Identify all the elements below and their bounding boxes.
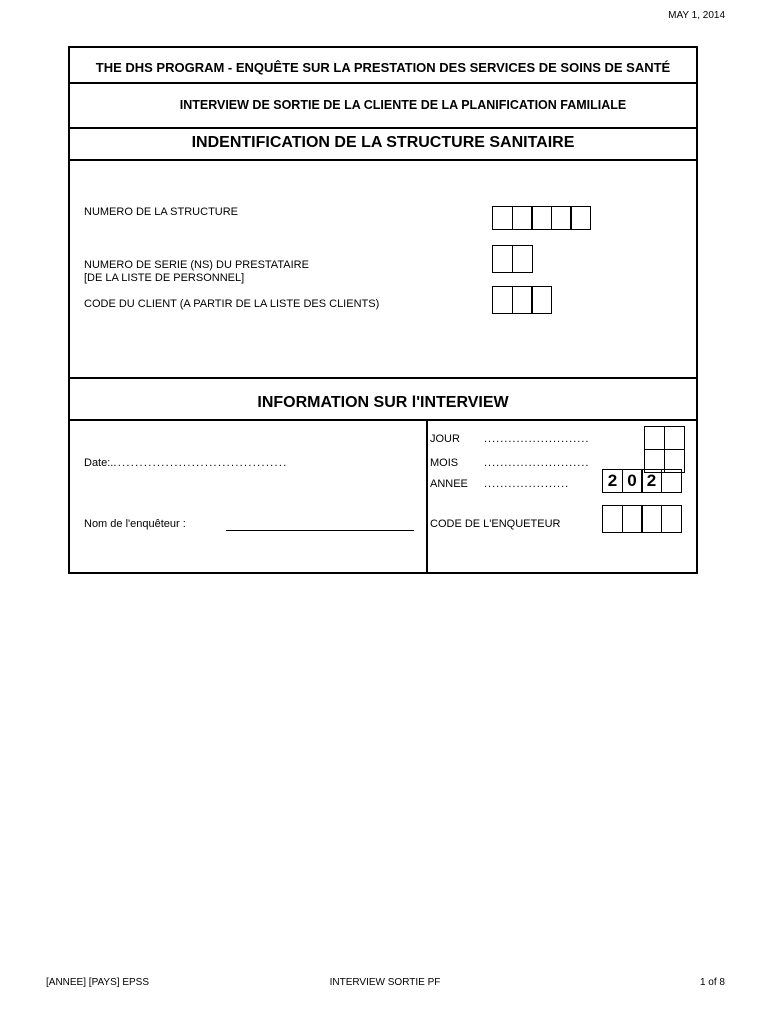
digit-box[interactable] <box>492 286 513 314</box>
interviewer-code-boxes[interactable] <box>602 505 682 533</box>
form-subtitle: INTERVIEW DE SORTIE DE LA CLIENTE DE LA PLANIFICATION FAMILIALE <box>179 98 627 112</box>
provider-serial-label-line2: [DE LA LISTE DE PERSONNEL] <box>84 272 245 284</box>
provider-serial-boxes[interactable] <box>492 245 533 273</box>
digit-box[interactable] <box>512 245 533 273</box>
day-label: JOUR <box>430 433 460 445</box>
day-boxes[interactable] <box>644 426 685 450</box>
form-frame <box>68 46 698 574</box>
digit-box[interactable] <box>551 206 572 230</box>
digit-box[interactable] <box>492 245 513 273</box>
date-label-text: Date:. <box>84 457 114 469</box>
year-digit-box[interactable] <box>661 469 682 493</box>
column-divider <box>426 420 428 572</box>
digit-box[interactable] <box>641 505 662 533</box>
divider <box>70 127 696 129</box>
year-digit-box[interactable]: 2 <box>641 469 662 493</box>
digit-box[interactable] <box>492 206 513 230</box>
divider <box>70 159 696 161</box>
program-title: THE DHS PROGRAM - ENQUÊTE SUR LA PRESTATION DES SERVICES DE SOINS DE SANTÉ <box>95 60 671 75</box>
footer-left: [ANNEE] [PAYS] EPSS <box>46 977 149 988</box>
year-dots: ..................... <box>484 478 570 490</box>
digit-box[interactable] <box>664 426 685 450</box>
page-date: MAY 1, 2014 <box>668 10 725 21</box>
date-label <box>84 457 288 470</box>
month-dots: .......................... <box>484 457 590 469</box>
month-label: MOIS <box>430 457 459 469</box>
digit-box[interactable] <box>661 505 682 533</box>
digit-box[interactable] <box>531 206 552 230</box>
digit-box[interactable] <box>622 505 643 533</box>
date-dots: ........................................ <box>113 457 288 469</box>
section-title-structure: INDENTIFICATION DE LA STRUCTURE SANITAIRE <box>191 134 575 151</box>
year-label: ANNEE <box>430 478 468 490</box>
section-title-interview: INFORMATION SUR l'INTERVIEW <box>257 394 509 411</box>
client-code-label: CODE DU CLIENT (A PARTIR DE LA LISTE DES CLIENTS) <box>84 298 380 310</box>
interviewer-code-label: CODE DE L'ENQUETEUR <box>430 518 561 530</box>
day-dots: .......................... <box>484 433 590 445</box>
structure-number-label: NUMERO DE LA STRUCTURE <box>84 206 239 218</box>
divider <box>70 82 696 84</box>
year-digit-box[interactable]: 2 <box>602 469 623 493</box>
client-code-boxes[interactable] <box>492 286 552 314</box>
digit-box[interactable] <box>512 206 533 230</box>
provider-serial-label-line1: NUMERO DE SERIE (NS) DU PRESTATAIRE <box>84 259 309 271</box>
provider-serial-label <box>84 259 309 285</box>
digit-box[interactable] <box>644 426 665 450</box>
digit-box[interactable] <box>602 505 623 533</box>
digit-box[interactable] <box>531 286 552 314</box>
digit-box[interactable] <box>570 206 591 230</box>
year-digit-box[interactable]: 0 <box>622 469 643 493</box>
footer-center: INTERVIEW SORTIE PF <box>329 977 441 988</box>
divider <box>70 377 696 379</box>
structure-number-boxes[interactable] <box>492 206 591 230</box>
interviewer-name-label: Nom de l'enquêteur : <box>84 518 186 530</box>
digit-box[interactable] <box>512 286 533 314</box>
interviewer-name-line[interactable] <box>226 530 414 531</box>
footer-page-number: 1 of 8 <box>699 977 725 988</box>
divider <box>70 419 696 421</box>
day-month-boxes[interactable] <box>644 426 685 473</box>
year-boxes[interactable] <box>602 469 682 493</box>
